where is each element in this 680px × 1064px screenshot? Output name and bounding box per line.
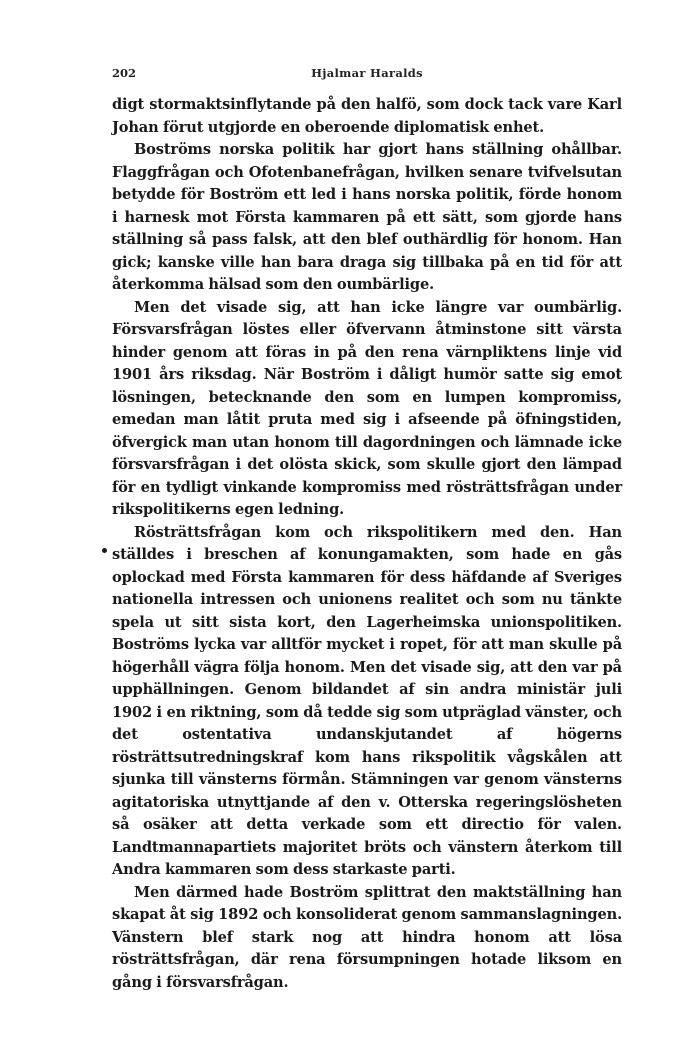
paragraph: Men därmed hade Boström splittrat den maktställning han skapat åt sig 1892 och konsoliderat genom sammanslagningen. Vänstern blef stark nog att hindra honom att lösa rösträttsfrågan, där rena försumpningen hotade liksom en gång i försvarsfrågan. [112, 883, 622, 991]
paragraph: Boströms norska politik har gjort hans ställning ohållbar. Flaggfrågan och Ofotenbanefrågan, hvilken senare tvifvelsutan betydde för Boström ett led i hans norska politik, förde honom i harnesk mot Första kammaren på ett sätt, som gjorde hans ställning så pass falsk, att den blef outhärdlig för honom. Han gick; kanske ville han bara draga sig tillbaka på en tid för att återkomma hälsad som den oumbärlige. [112, 141, 622, 293]
page-header [112, 66, 622, 86]
body-text [112, 94, 622, 994]
paragraph: digt stormaktsinflytande på den halfö, som dock tack vare Karl Johan förut utgjorde en oberoende diplomatisk enhet. [112, 96, 622, 136]
paragraph: Rösträttsfrågan kom och rikspolitikern med den. Han ställdes i breschen af konungamakten, som hade en gås oplockad med Första kammaren för dess häfdande af Sveriges nationella intressen och unionens realitet och som nu tänkte spela ut sitt sista kort, den Lagerheimska unionspolitiken. Boströms lycka var alltför mycket i ropet, för att man skulle på högerhåll vägra följa honom. Men det visade sig, att den var på upphällningen. Genom bildandet af sin andra ministär juli 1902 i en riktning, som då tedde sig som utpräglad vänster, och det ostentativa undanskjutandet af högerns rösträttsutredningskraf kom hans rikspolitik vågskålen att sjunka till vänsterns förmån. Stämningen var genom vänsterns agitatoriska utnyttjande af den v. Otterska regeringslösheten så osäker att detta verkade som ett directio för valen. Landtmannapartiets majoritet bröts och vänstern återkom till Andra kammaren som dess starkaste parti. [112, 523, 622, 878]
page-number: 202 [112, 66, 137, 80]
running-head: Hjalmar Haralds [311, 66, 423, 80]
margin-mark [102, 548, 107, 553]
paragraph: Men det visade sig, att han icke längre var oumbärlig. Försvarsfrågan löstes eller öfvervann åtminstone sitt värsta hinder genom att föras in på den rena värnpliktens linje vid 1901 års riksdag. När Boström i dåligt humör satte sig emot lösningen, betecknande den som en lumpen kompromiss, emedan man låtit pruta med sig i afseende på öfningstiden, öfvergick man utan honom till dagordningen och lämnade icke försvarsfrågan i det olösta skick, som skulle gjort den lämpad för en tydligt vinkande kompromiss med rösträttsfrågan under rikspolitikerns egen ledning. [112, 298, 622, 518]
